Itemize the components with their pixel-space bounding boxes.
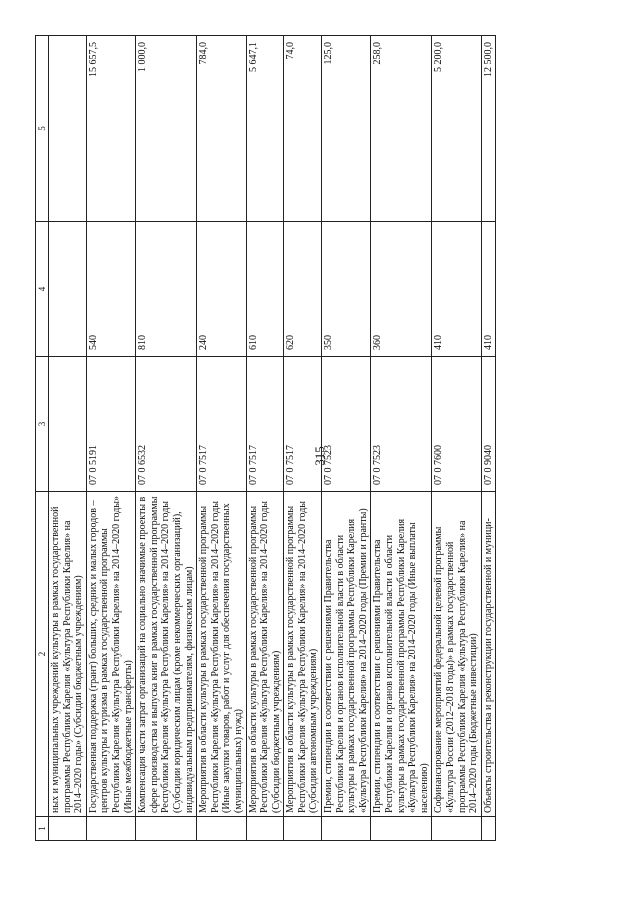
row-expense-type: 540 <box>86 222 135 357</box>
header-col-4: 4 <box>36 222 49 357</box>
row-name: Компенсация части затрат организаций на социально значимые проекты в сфере производства и выпуска книг в рамках государственной программы Республики Карелия «Культура Республики Карелия» на 2014–2020 годы (Субсидии юридическим лицам (кроме некоммерческих организаций), индивидуальным предпринимателям, физическим лицам) <box>136 492 197 817</box>
row-name: Государственная поддержка (грант) больших, средних и малых городов – центров культуры и туризма в рамках государственной программы Республики Карелия «Культура Республики Карелия» на 2014–2020 годы» (Иные межбюджетные трансферты) <box>86 492 135 817</box>
row-code: 07 0 7517 <box>197 357 246 492</box>
row-code: 07 0 7523 <box>322 357 371 492</box>
row-expense-type <box>49 222 87 357</box>
row-expense-type: 350 <box>322 222 371 357</box>
row-expense-type: 610 <box>246 222 284 357</box>
row-name: Премии, стипендии в соответствии с решениями Правительства Республики Карелия и органов исполнительной власти в области культуры в рамках государственной программы Республики Карелия «Культура Республики Карелия» на 2014–2020 годы (Премии и гранты) <box>322 492 371 817</box>
row-sum: 12 500,0 <box>481 36 496 222</box>
table-row <box>136 36 197 841</box>
table-row <box>322 36 371 841</box>
row-expense-type: 360 <box>371 222 432 357</box>
row-code: 07 0 5191 <box>86 357 135 492</box>
row-code: 07 0 7517 <box>284 357 322 492</box>
row-name: ных и муниципальных учреждений культуры в рамках государственной программы Республики Карелия «Культура Республики Карелия» на 2014–2020 годы» (Субсидии бюджетным учреждениям) <box>49 492 87 817</box>
header-col-3: 3 <box>36 357 49 492</box>
row-name: Премии, стипендии в соответствии с решениями Правительства Республики Карелия и органов исполнительной власти в области культуры в рамках государственной программы Республики Карелия «Культура Республики Карелия» на 2014–2020 годы (Иные выплаты населению) <box>371 492 432 817</box>
table-row <box>481 36 496 841</box>
row-name: Объекты строительства и реконструкции государственной и муници- <box>481 492 496 817</box>
table-row <box>197 36 246 841</box>
table-row <box>432 36 481 841</box>
table-header-row <box>36 36 49 841</box>
table-row <box>246 36 284 841</box>
table-row <box>86 36 135 841</box>
budget-table-container <box>35 36 565 841</box>
table-row <box>49 36 87 841</box>
row-code: 07 0 6532 <box>136 357 197 492</box>
row-code: 07 0 7600 <box>432 357 481 492</box>
row-code <box>49 357 87 492</box>
row-name: Мероприятия в области культуры в рамках государственной программы Республики Карелия «Культура Республики Карелия» на 2014–2020 годы (Субсидии автономным учреждениям) <box>284 492 322 817</box>
row-expense-type: 240 <box>197 222 246 357</box>
rotated-table-area <box>35 36 565 841</box>
row-sum: 1 000,0 <box>136 36 197 222</box>
row-expense-type: 620 <box>284 222 322 357</box>
row-name: Мероприятия в области культуры в рамках государственной программы Республики Карелия «Культура Республики Карелия» на 2014–2020 годы (Субсидии бюджетным учреждениям) <box>246 492 284 817</box>
row-name: Мероприятия в области культуры в рамках государственной программы Республики Карелия «Культура Республики Карелия» на 2014–2020 годы (Иные закупки товаров, работ и услуг для обеспечения государственных (муниципальных) нужд) <box>197 492 246 817</box>
page-number: 315 <box>312 446 327 466</box>
row-name: Софинансирование мероприятий федеральной целевой программы «Культура России (2012–2018 годы)» в рамках государственной программы Республики Карелия «Культура Республики Карелия» на 2014–2020 годы (Бюджетные инвестиции) <box>432 492 481 817</box>
header-col-5: 5 <box>36 36 49 222</box>
row-code: 07 0 7517 <box>246 357 284 492</box>
row-expense-type: 810 <box>136 222 197 357</box>
row-sum: 5 200,0 <box>432 36 481 222</box>
budget-table <box>35 35 496 841</box>
table-row <box>371 36 432 841</box>
row-expense-type: 410 <box>481 222 496 357</box>
row-code: 07 0 9040 <box>481 357 496 492</box>
row-code: 07 0 7523 <box>371 357 432 492</box>
row-sum: 784,0 <box>197 36 246 222</box>
row-sum: 5 647,1 <box>246 36 284 222</box>
row-sum <box>49 36 87 222</box>
row-sum: 125,0 <box>322 36 371 222</box>
row-sum: 258,0 <box>371 36 432 222</box>
row-expense-type: 410 <box>432 222 481 357</box>
table-row <box>284 36 322 841</box>
row-sum: 15 657,5 <box>86 36 135 222</box>
header-col-2: 2 <box>36 492 49 817</box>
row-sum: 74,0 <box>284 36 322 222</box>
header-col-1: 1 <box>36 817 49 841</box>
